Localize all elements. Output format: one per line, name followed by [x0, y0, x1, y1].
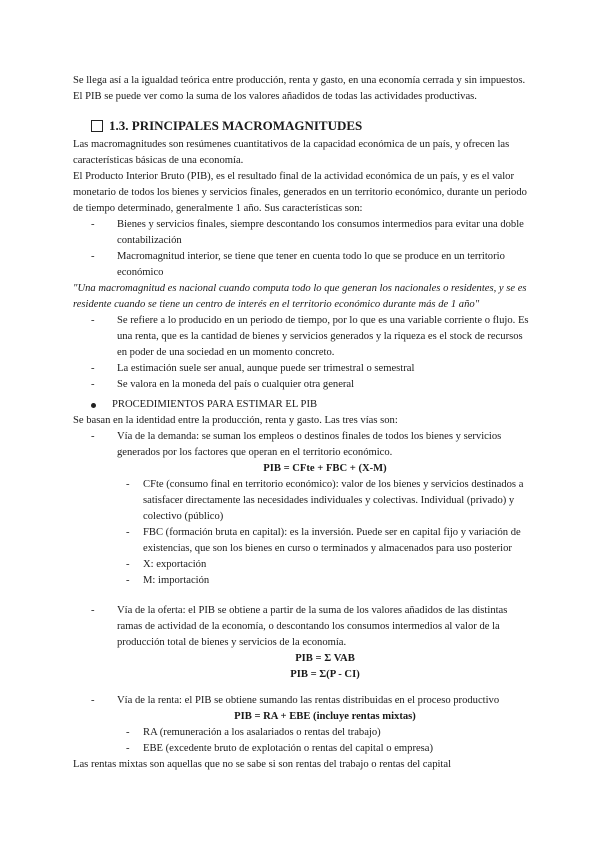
demand-method-text: - Vía de la demanda: se suman los empleos o destinos finales de todos los bienes y servicios generados por los factores que operan en el territorio económico. [73, 429, 533, 461]
list-item: - M: importación [73, 573, 533, 589]
list-item: - Bienes y servicios finales, siempre descontando los consumos intermedios para evitar una doble contabilización [73, 217, 533, 249]
supply-method [73, 603, 533, 651]
list-item: - RA (remuneración a los asalariados o rentas del trabajo) [73, 725, 533, 741]
list-item: - CFte (consumo final en territorio económico): valor de los bienes y servicios destinados a satisfacer directamente las necesidades individuales y colectivas. Individual (privado) y colectivo (público) [73, 477, 533, 525]
page-content [73, 73, 533, 773]
procedures-heading-text: PROCEDIMIENTOS PARA ESTIMAR EL PIB [112, 399, 318, 410]
procedures-intro: Se basan en la identidad entre la producción, renta y gasto. Las tres vías son: [73, 415, 398, 426]
list-item: - Se valora en la moneda del país o cualquier otra general [73, 377, 533, 393]
mixed-income-note: Las rentas mixtas son aquellas que no se sabe si son rentas del trabajo o rentas del capital [73, 759, 452, 770]
income-method-text: - Vía de la renta: el PIB se obtiene sumando las rentas distribuidas en el proceso productivo [73, 693, 533, 709]
list-item: - X: exportación [73, 557, 533, 573]
characteristics-list-2 [73, 313, 533, 393]
bullet-icon [91, 403, 96, 408]
section-heading-text: 1.3. PRINCIPALES MACROMAGNITUDES [109, 118, 363, 133]
list-item: - EBE (excedente bruto de explotación o rentas del capital o empresa) [73, 741, 533, 757]
procedures-heading [73, 397, 533, 413]
income-components-list [73, 725, 533, 757]
demand-method [73, 429, 533, 461]
demand-formula: PIB = CFte + FBC + (X-M) [263, 463, 387, 474]
macro-definition: Las macromagnitudes son resúmenes cuantitativos de la capacidad económica de un país, y ofrecen las características básicas de una economía. [73, 139, 510, 166]
supply-formula-2: PIB = Σ(P - CI) [290, 669, 360, 680]
list-item: - La estimación suele ser anual, aunque puede ser trimestral o semestral [73, 361, 533, 377]
list-item: - FBC (formación bruta en capital): es la inversión. Puede ser en capital fijo y variación de existencias, que son los bienes en curso o terminados y almacenados para uso posterior [73, 525, 533, 557]
intro-paragraph: Se llega así a la igualdad teórica entre producción, renta y gasto, en una economía cerrada y sin impuestos. El PIB se puede ver como la suma de los valores añadidos de todas las actividades productivas. [73, 75, 526, 102]
list-item: - Macromagnitud interior, se tiene que tener en cuenta todo lo que se produce en un territorio económico [73, 249, 533, 281]
supply-formula-1: PIB = Σ VAB [295, 653, 355, 664]
section-heading [91, 117, 533, 135]
checkbox-icon [91, 120, 103, 132]
pib-definition: El Producto Interior Bruto (PIB), es el resultado final de la actividad económica de un país, y es el valor monetario de todos los bienes y servicios finales, generados en un territorio económico, durante un periodo de tiempo determinado, generalmente 1 año. Sus características son: [73, 171, 527, 214]
income-method [73, 693, 533, 709]
income-formula: PIB = RA + EBE (incluye rentas mixtas) [234, 711, 416, 722]
characteristics-list-1 [73, 217, 533, 281]
demand-components-list [73, 477, 533, 589]
residence-quote: "Una macromagnitud es nacional cuando computa todo lo que generan los nacionales o residentes, y se es residente cuando se tiene un centro de interés en el territorio económico durante más de 1 año" [73, 283, 527, 310]
list-item: - Se refiere a lo producido en un periodo de tiempo, por lo que es una variable corriente o flujo. Es una renta, que es la cantidad de bienes y servicios generados y la riqueza es el stock de recursos en poder de una sociedad en un momento concreto. [73, 313, 533, 361]
supply-method-text: - Vía de la oferta: el PIB se obtiene a partir de la suma de los valores añadidos de las distintas ramas de actividad de la economía, o descontando los consumos intermedios al valor de la producción total de bienes y servicios de la economía. [73, 603, 533, 651]
